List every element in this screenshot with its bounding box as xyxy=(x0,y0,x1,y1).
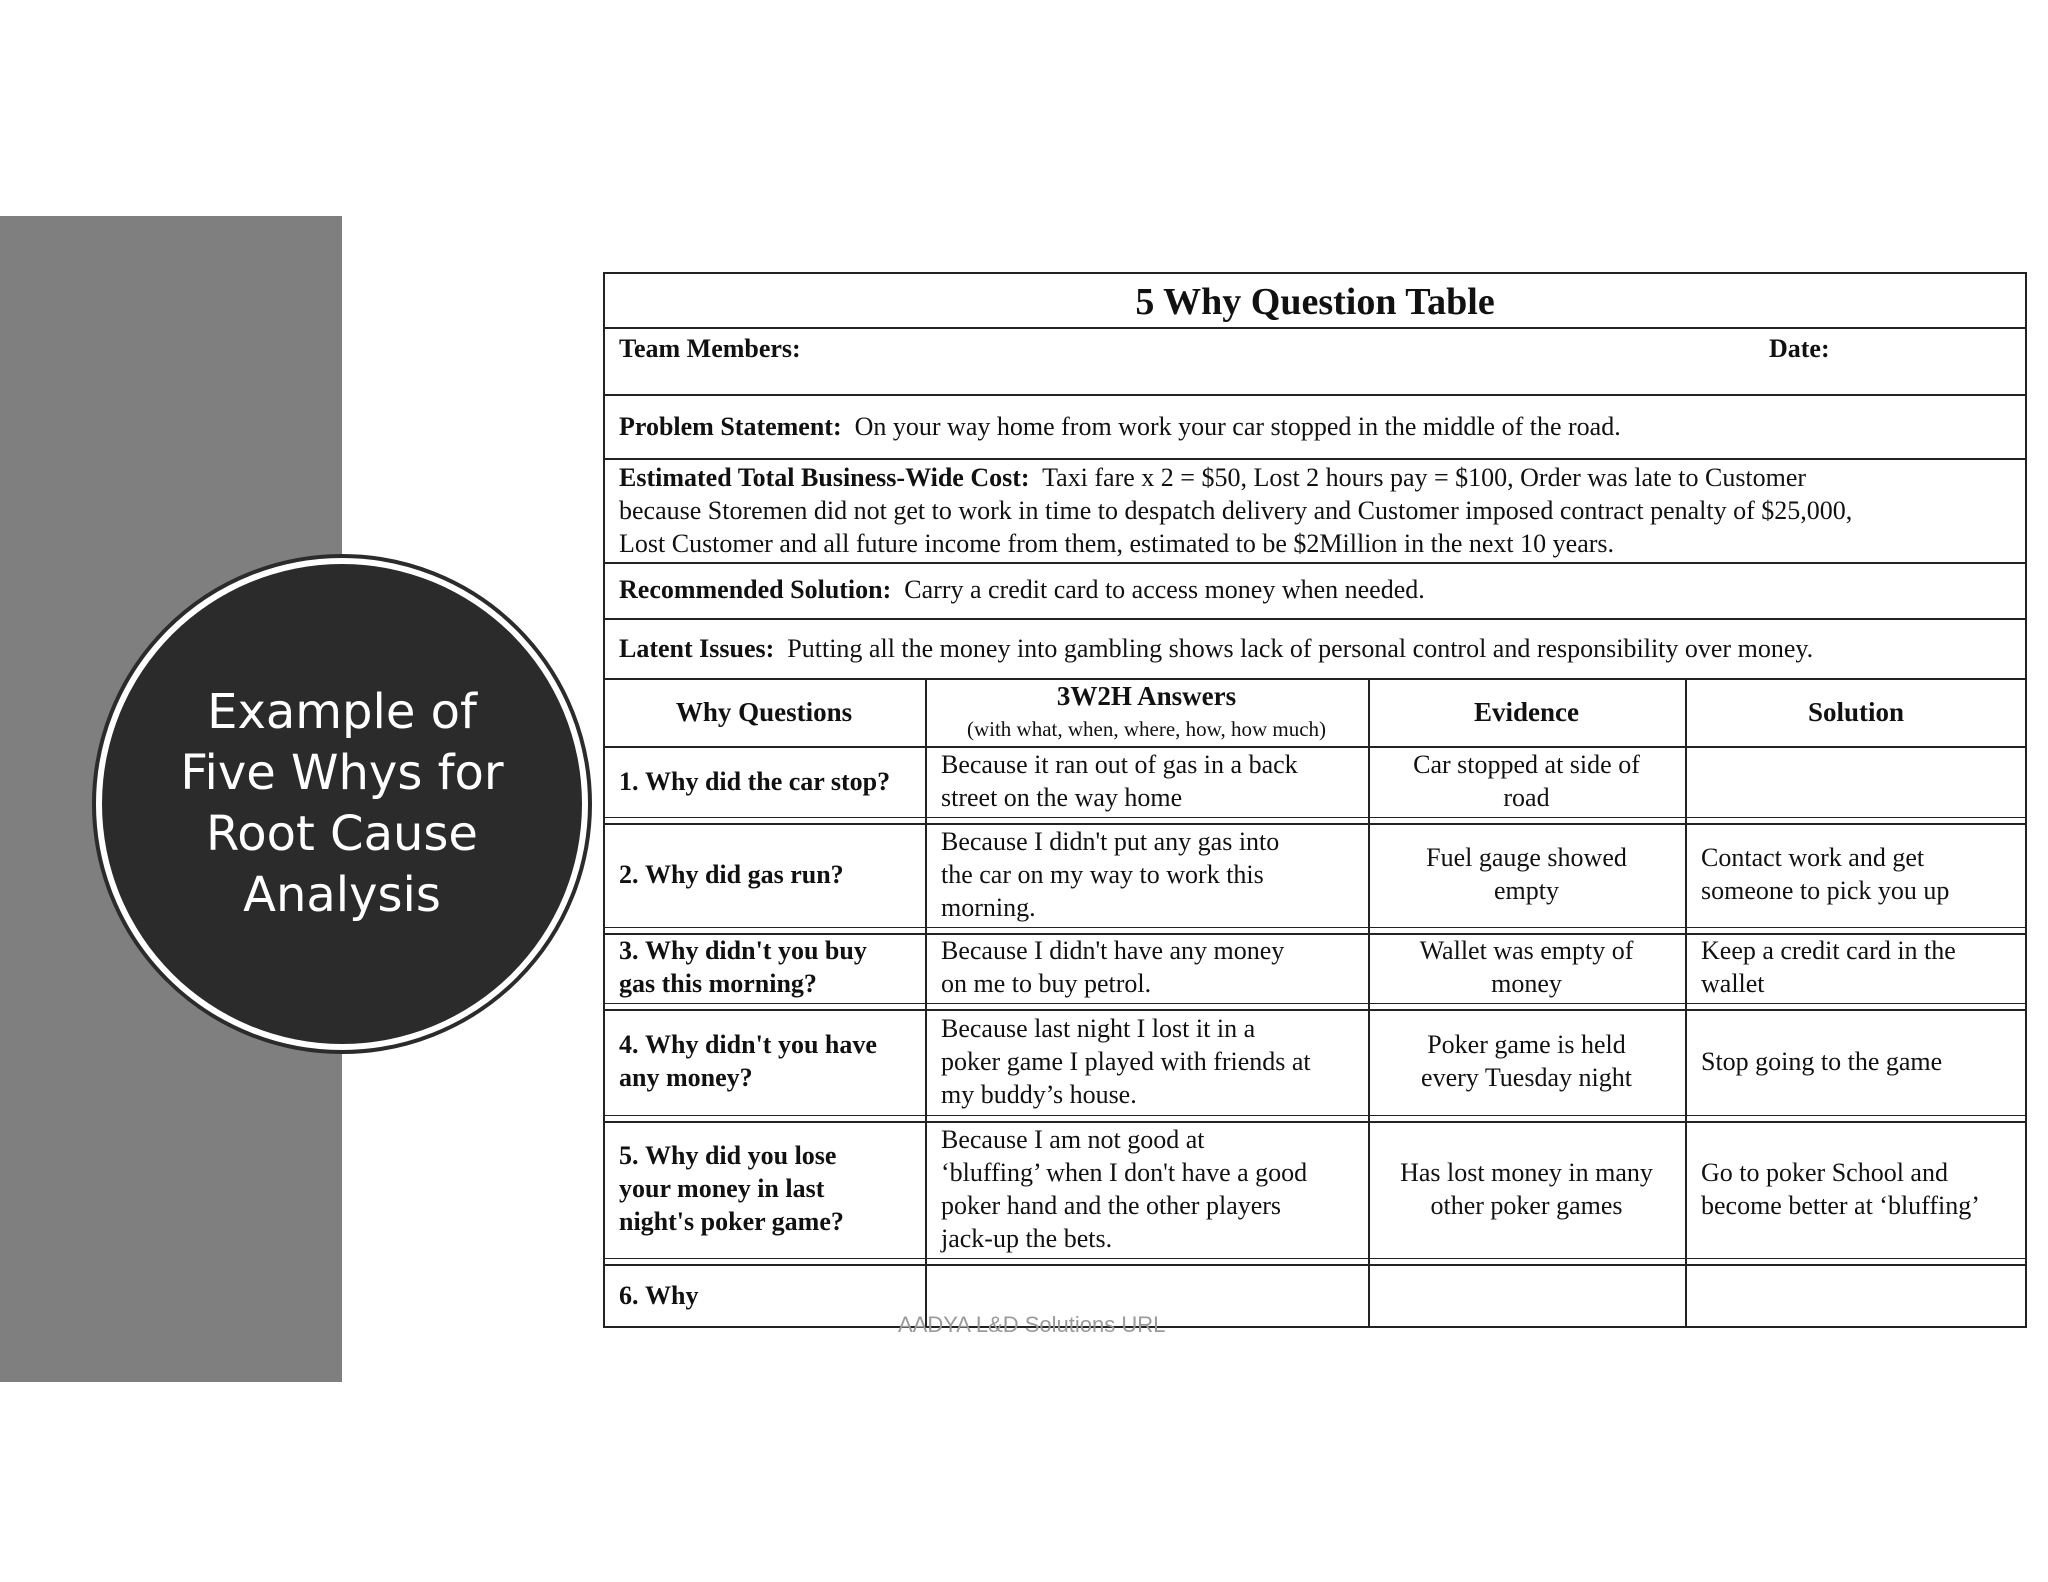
row-5-evidence-line: Has lost money in many xyxy=(1400,1157,1653,1187)
rule xyxy=(603,1003,2027,1004)
recommended-solution xyxy=(619,573,1425,606)
row-4-why-question-line: any money? xyxy=(619,1063,753,1092)
row-4-question-text: Why didn't you have xyxy=(645,1030,877,1059)
row-3-question-text: Why didn't you buy xyxy=(645,936,867,965)
row-4-solution-line: Stop going to the game xyxy=(1701,1046,1943,1076)
row-1-why-question-line xyxy=(619,765,919,798)
table-title: 5 Why Question Table xyxy=(1135,281,1495,323)
row-1-evidence-line: road xyxy=(1503,783,1550,812)
cost-line-1 xyxy=(619,461,1806,494)
row-5-answer-line: poker hand and the other players xyxy=(941,1190,1282,1220)
rule xyxy=(603,1264,2027,1266)
row-4-answer-line: Because last night I lost it in a xyxy=(941,1013,1256,1043)
latent-label: Latent Issues: xyxy=(619,634,775,663)
row-3-number: 3. xyxy=(619,936,639,965)
row-2-solution-line: Contact work and get xyxy=(1701,843,1925,872)
row-4-evidence-line: every Tuesday night xyxy=(1421,1063,1632,1092)
problem-label: Problem Statement: xyxy=(619,412,842,441)
col-header-solution: Solution xyxy=(1807,697,1905,727)
rule xyxy=(603,458,2027,460)
row-4-answer-line: poker game I played with friends at xyxy=(941,1046,1311,1076)
rule xyxy=(603,927,2027,928)
row-5-solution-line: Go to poker School and xyxy=(1701,1157,1948,1187)
row-2-evidence-line: Fuel gauge showed xyxy=(1426,843,1627,872)
row-2-answer-line: Because I didn't put any gas into xyxy=(941,826,1280,856)
row-3-evidence-line: money xyxy=(1491,969,1562,998)
row-4-why-question-line xyxy=(619,1028,919,1061)
rule xyxy=(603,1115,2027,1116)
row-3-solution-line: wallet xyxy=(1701,969,1765,998)
row-3-why-question-line: gas this morning? xyxy=(619,969,817,998)
row-3-evidence-line: Wallet was empty of xyxy=(1419,936,1634,965)
row-2-solution-line: someone to pick you up xyxy=(1701,876,1950,905)
row-5-why-question-line: night's poker game? xyxy=(619,1207,844,1236)
title-circle xyxy=(102,564,582,1044)
row-2-answer-line: morning. xyxy=(941,892,1036,922)
row-4-answer-line: my buddy’s house. xyxy=(941,1079,1137,1109)
problem-statement xyxy=(619,410,1621,443)
solution-label: Recommended Solution: xyxy=(619,575,892,604)
team-members-label: Team Members: xyxy=(619,334,801,363)
row-3-answer-line: Because I didn't have any money xyxy=(941,936,1285,965)
row-2-question-text: Why did gas run? xyxy=(645,859,844,889)
row-3-solution-line: Keep a credit card in the xyxy=(1701,936,1956,965)
row-6-number: 6. xyxy=(619,1280,639,1310)
col-header-why: Why Questions xyxy=(675,697,853,727)
col-rule xyxy=(1685,678,1687,1328)
row-5-answer-line: jack-up the bets. xyxy=(941,1223,1113,1253)
problem-text: On your way home from work your car stopped in the middle of the road. xyxy=(854,412,1621,441)
row-6-why-question-line xyxy=(619,1279,919,1312)
row-2-answer-line: the car on my way to work this xyxy=(941,859,1264,889)
row-3-why-question-line xyxy=(619,934,919,967)
row-4-evidence-line: Poker game is held xyxy=(1427,1030,1626,1059)
rule xyxy=(603,618,2027,620)
solution-text: Carry a credit card to access money when needed. xyxy=(904,575,1425,604)
row-1-answer-line: Because it ran out of gas in a back xyxy=(941,750,1298,779)
cost-text-1: Taxi fare x 2 = $50, Lost 2 hours pay = $100, Order was late to Customer xyxy=(1042,463,1807,492)
col-header-answers: 3W2H Answers xyxy=(1056,681,1237,711)
cost-label: Estimated Total Business-Wide Cost: xyxy=(619,463,1030,492)
rule xyxy=(603,562,2027,564)
row-5-why-question-line xyxy=(619,1139,919,1172)
row-5-evidence-line: other poker games xyxy=(1430,1190,1623,1220)
row-5-why-question-line: your money in last xyxy=(619,1174,825,1203)
row-3-answer-line: on me to buy petrol. xyxy=(941,969,1152,998)
rule xyxy=(603,394,2027,396)
cost-line-2: because Storemen did not get to work in time to despatch delivery and Customer imposed contract penalty of $25,000, xyxy=(619,496,1853,525)
row-2-why-question-line xyxy=(619,858,919,891)
row-1-evidence-line: Car stopped at side of xyxy=(1413,750,1640,779)
col-rule xyxy=(925,678,927,1328)
row-4-number: 4. xyxy=(619,1030,639,1059)
slide-title: Example of Five Whys for Root Cause Analysis xyxy=(180,684,504,923)
row-2-evidence-line: empty xyxy=(1494,876,1559,905)
rule xyxy=(603,817,2027,818)
row-6-question-text: Why xyxy=(645,1280,699,1310)
row-1-answer-line: street on the way home xyxy=(941,783,1183,812)
latent-issues xyxy=(619,632,1813,665)
rule xyxy=(603,1258,2027,1259)
row-1-number: 1. xyxy=(619,766,639,796)
watermark: AADYA L&D Solutions URL xyxy=(898,1312,1166,1337)
row-2-number: 2. xyxy=(619,859,639,889)
col-header-evidence: Evidence xyxy=(1474,697,1579,727)
date-label: Date: xyxy=(1769,334,1830,363)
cost-line-3: Lost Customer and all future income from them, estimated to be $2Million in the next 10 years. xyxy=(619,529,1615,558)
row-1-question-text: Why did the car stop? xyxy=(645,766,891,796)
row-5-answer-line: Because I am not good at xyxy=(941,1124,1205,1154)
row-5-number: 5. xyxy=(619,1141,639,1170)
row-5-question-text: Why did you lose xyxy=(645,1141,837,1170)
row-5-answer-line: ‘bluffing’ when I don't have a good xyxy=(941,1157,1308,1187)
five-why-table xyxy=(603,272,2027,1328)
latent-text: Putting all the money into gambling shows lack of personal control and responsibility over money. xyxy=(787,634,1814,663)
row-5-solution-line: become better at ‘bluffing’ xyxy=(1701,1190,1980,1220)
col-header-answers-sub: (with what, when, where, how, how much) xyxy=(966,717,1327,741)
rule xyxy=(603,327,2027,329)
